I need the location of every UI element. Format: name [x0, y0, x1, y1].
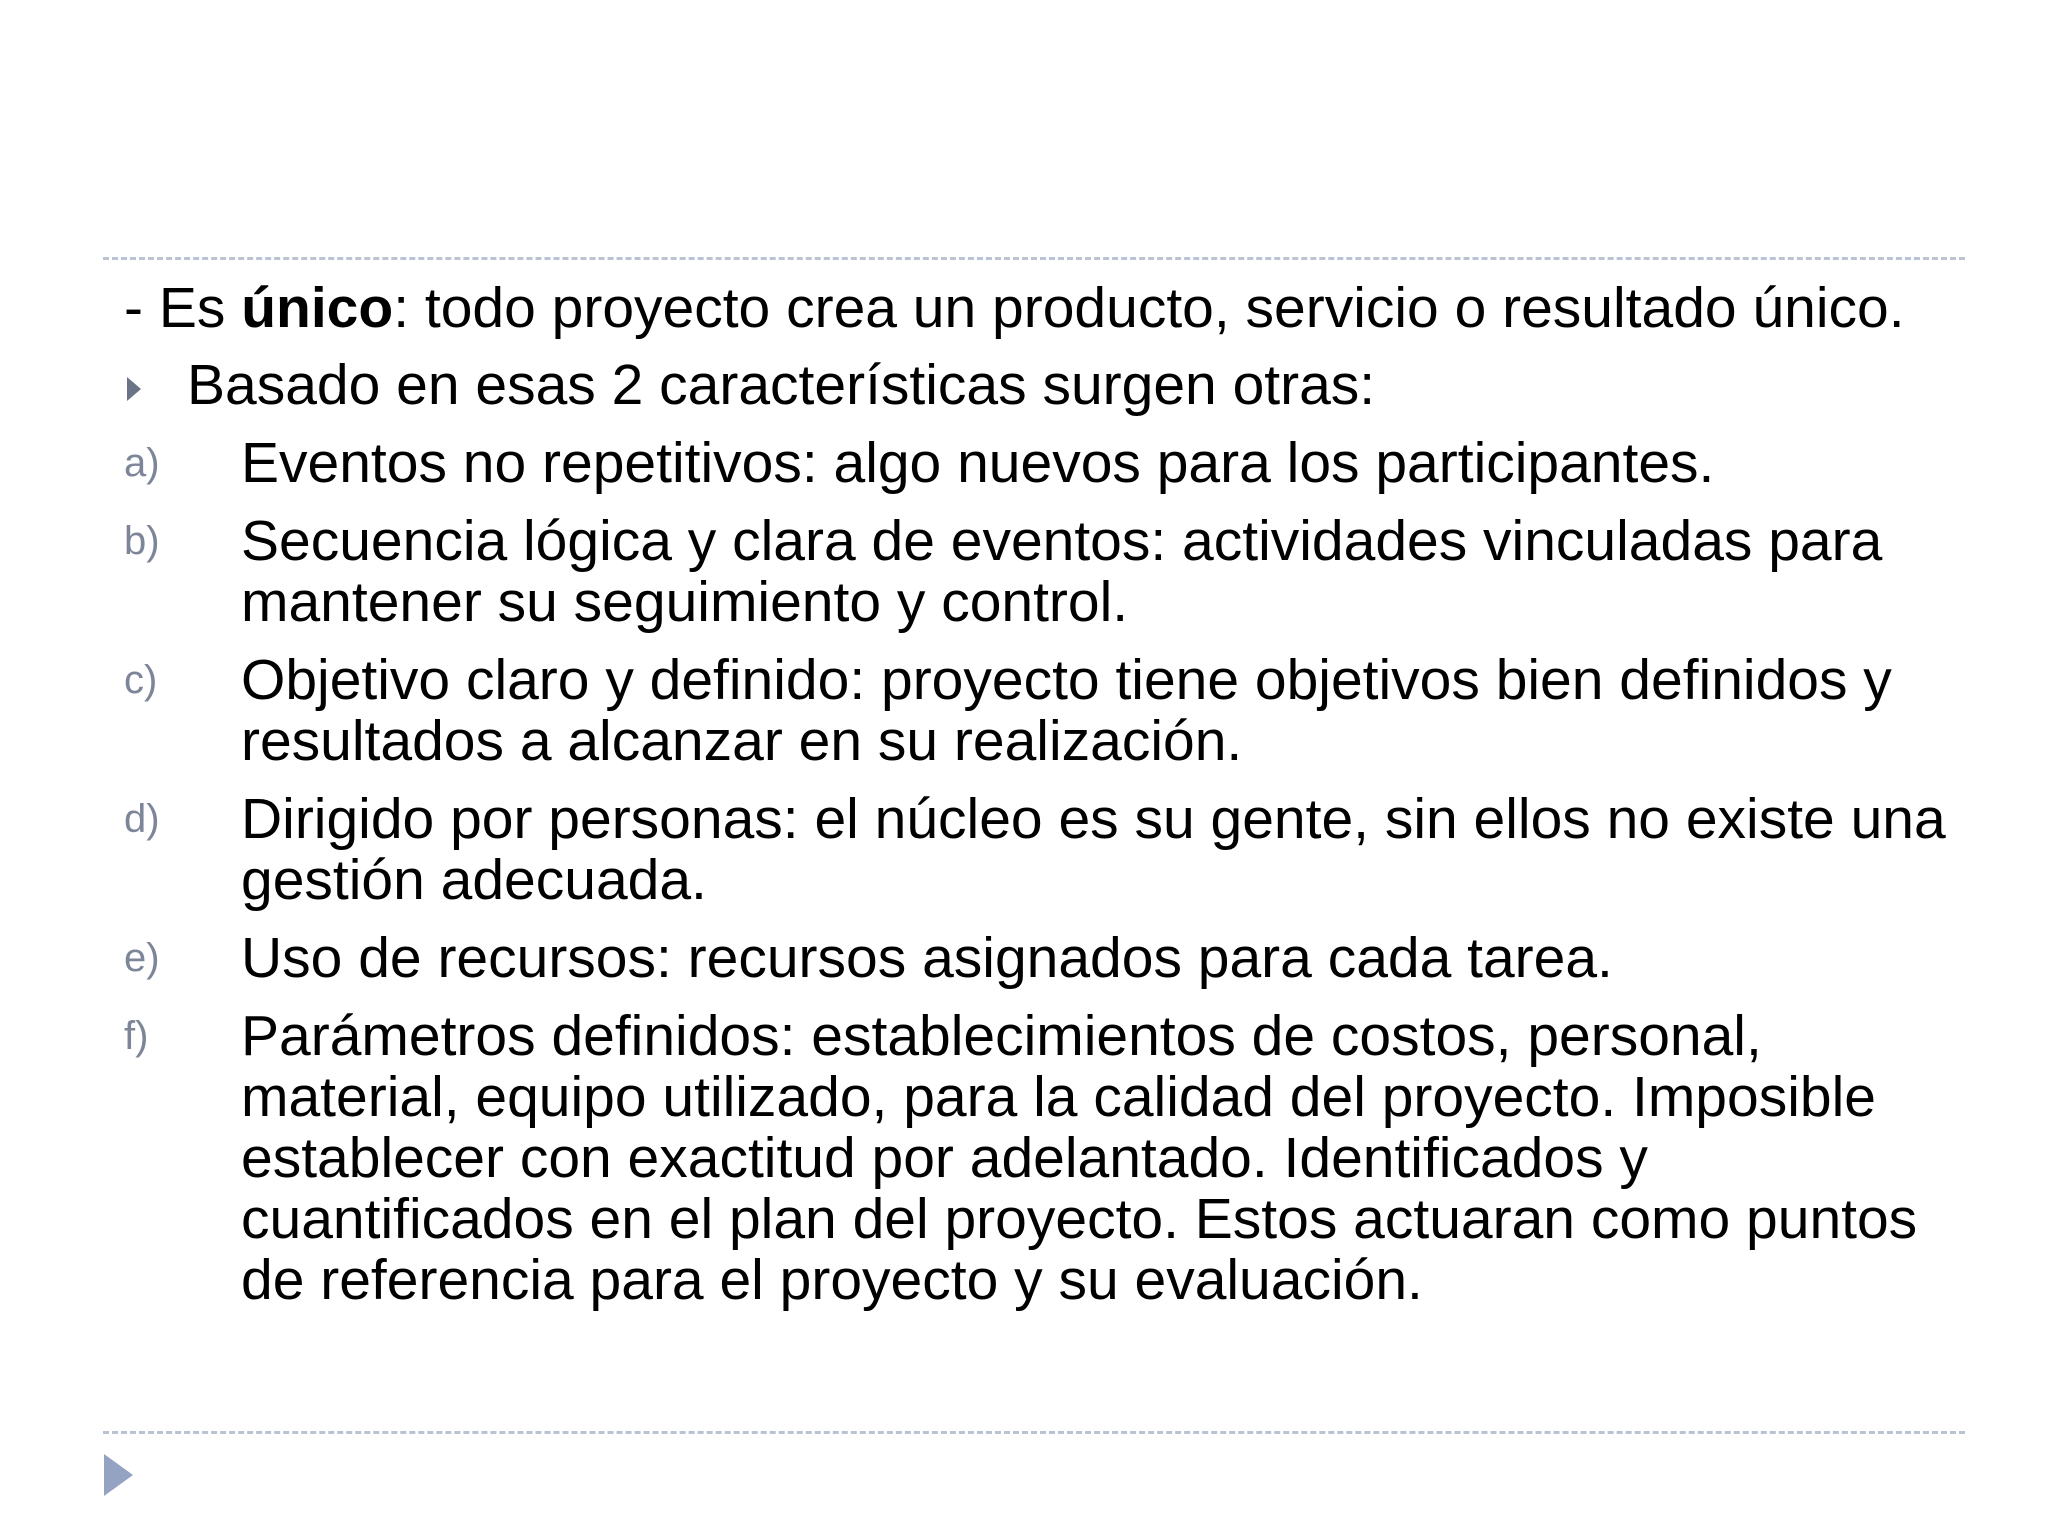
list-item-text: Parámetros definidos: establecimientos de costos, personal, material, equipo utilizado, para la calidad del proyecto. Imposible establecer con exactitud por adelantado. Identificados y cuantificados en el plan del proyecto. Estos actuaran como puntos de referencia para el proyecto y su evaluación. [241, 1004, 1918, 1312]
list-item-text: Objetivo claro y definido: proyecto tiene objetivos bien definidos y resultados a alcanzar en su realización. [241, 648, 1892, 773]
list-marker: c) [124, 658, 158, 702]
intro-rest: : todo proyecto crea un producto, servicio o resultado único. [393, 276, 1905, 340]
corner-arrow-icon [104, 1454, 133, 1496]
list-marker: e) [124, 936, 160, 980]
list-marker: d) [124, 797, 160, 841]
list-item-text: Secuencia lógica y clara de eventos: actividades vinculadas para mantener su seguimiento y control. [241, 509, 1883, 634]
list-item-text: Uso de recursos: recursos asignados para cada tarea. [241, 926, 1613, 990]
triangle-bullet-icon [127, 377, 141, 401]
bullet-text: Basado en esas 2 características surgen otras: [187, 353, 1376, 417]
list-marker: f) [124, 1014, 149, 1058]
list-marker: b) [124, 519, 160, 563]
bullet-paragraph [124, 355, 1954, 416]
list-marker: a) [124, 441, 160, 485]
list-item-a [124, 433, 1954, 494]
slide-body [124, 278, 1954, 1328]
list-item-text: Eventos no repetitivos: algo nuevos para los participantes. [241, 431, 1715, 495]
list-item-b [124, 511, 1954, 633]
list-item-c [124, 650, 1954, 772]
intro-bold-term: único [241, 276, 394, 340]
top-divider [103, 257, 1965, 260]
list-item-text: Dirigido por personas: el núcleo es su gente, sin ellos no existe una gestión adecuada. [241, 787, 1946, 912]
intro-prefix: - Es [124, 276, 242, 340]
list-item-f [124, 1006, 1954, 1311]
intro-paragraph [124, 278, 1954, 339]
bottom-divider [103, 1431, 1965, 1434]
list-item-e [124, 928, 1954, 989]
list-item-d [124, 789, 1954, 911]
